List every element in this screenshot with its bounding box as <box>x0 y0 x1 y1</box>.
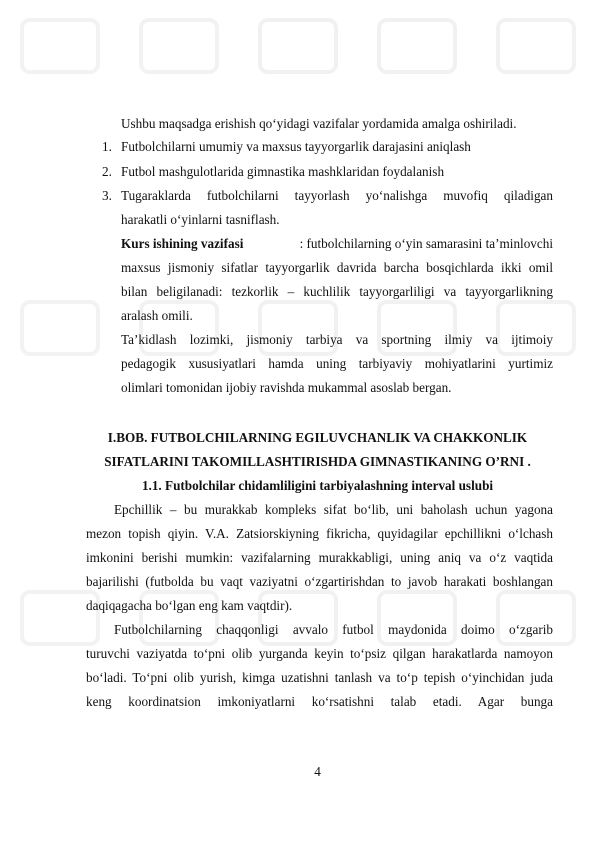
task-text: harakatli o‘yinlarni tasniflash. <box>121 212 280 227</box>
para-line: Futbolchilarning chaqqonligi avvalo futbol maydonida doimo o‘zgarib <box>114 622 553 637</box>
page-number: 4 <box>314 764 321 779</box>
para-line: daqiqagacha bo‘lgan eng kam vaqtdir). <box>86 598 293 613</box>
kurs-line-rest: : futbolchilarning o‘yin samarasini ta’minlovchi <box>299 236 553 251</box>
para-line: turuvchi vaziyatda to‘pni olib yurganda keyin to‘psiz qilgan harakatlarda namoyon <box>86 646 553 661</box>
takidlash-line: pedagogik xususiyatlari hamda uning tarbiyaviy mohiyatlarini yurtimiz <box>121 356 553 371</box>
kurs-line: bilan beligilanadi: tezkorlik – kuchlilik tayyorgarliligi va tayyorgarlikning <box>121 284 553 299</box>
task-number: 3. <box>102 188 112 203</box>
task-number: 2. <box>102 164 112 179</box>
para-line: keng koordinatsion imkoniyatlarni ko‘rsatishni talab etadi. Agar bunga <box>86 694 553 709</box>
watermark-row <box>0 18 595 82</box>
para-line: bo‘ladi. To‘pni olib yurish, kimga uzatishni tanlash va to‘p tepish o‘yinchidan juda <box>86 670 553 685</box>
section-title: 1.1. Futbolchilar chidamliligini tarbiyalashning interval uslubi <box>141 478 494 493</box>
chapter-title: SIFATLARINI TAKOMILLASHTIRISHDA GIMNASTIKANING O’RNI . <box>104 454 531 469</box>
kurs-label: Kurs ishining vazifasi <box>121 236 244 251</box>
task-text: Futbol mashgulotlarida gimnastika mashklaridan foydalanish <box>121 164 445 179</box>
para-line: mezon topish qiyin. V.A. Zatsiorskiyning fikricha, quyidagilar epchillikni o‘lchash <box>86 526 553 541</box>
kurs-line <box>121 232 553 256</box>
task-text: Futbolchilarni umumiy va maxsus tayyorgarlik darajasini aniqlash <box>121 139 471 154</box>
task-text: Tugaraklarda futbolchilarni tayyorlash yo‘nalishga muvofiq qiladigan <box>121 188 553 203</box>
para-line: Epchillik – bu murakkab kompleks sifat bo‘lib, uni baholash uchun yagona <box>114 502 553 517</box>
task-number: 1. <box>102 139 112 154</box>
para-line: imkonini berishi mumkin: vazifalarning murakkabligi, uning aniq va o‘z vaqtida <box>86 550 553 565</box>
takidlash-line: olimlari tomonidan ijobiy ravishda mukammal asoslab bergan. <box>121 380 452 395</box>
takidlash-line: Ta’kidlash lozimki, jismoniy tarbiya va sportning ilmiy va ijtimoiy <box>121 332 553 347</box>
kurs-line: aralash omili. <box>121 308 193 323</box>
chapter-title: I.BOB. FUTBOLCHILARNING EGILUVCHANLIK VA CHAKKONLIK <box>107 430 528 445</box>
kurs-line: maxsus jismoniy sifatlar tayyorgarlik davrida barcha bosqichlarda ikki omil <box>121 260 553 275</box>
para-line: bajarilishi (futbolda bu vaqt vaziyatni o‘zgartirishdan to javob harakati boshlangan <box>86 574 553 589</box>
intro-line: Ushbu maqsadga erishish qo‘yidagi vazifalar yordamida amalga oshiriladi. <box>121 116 517 131</box>
